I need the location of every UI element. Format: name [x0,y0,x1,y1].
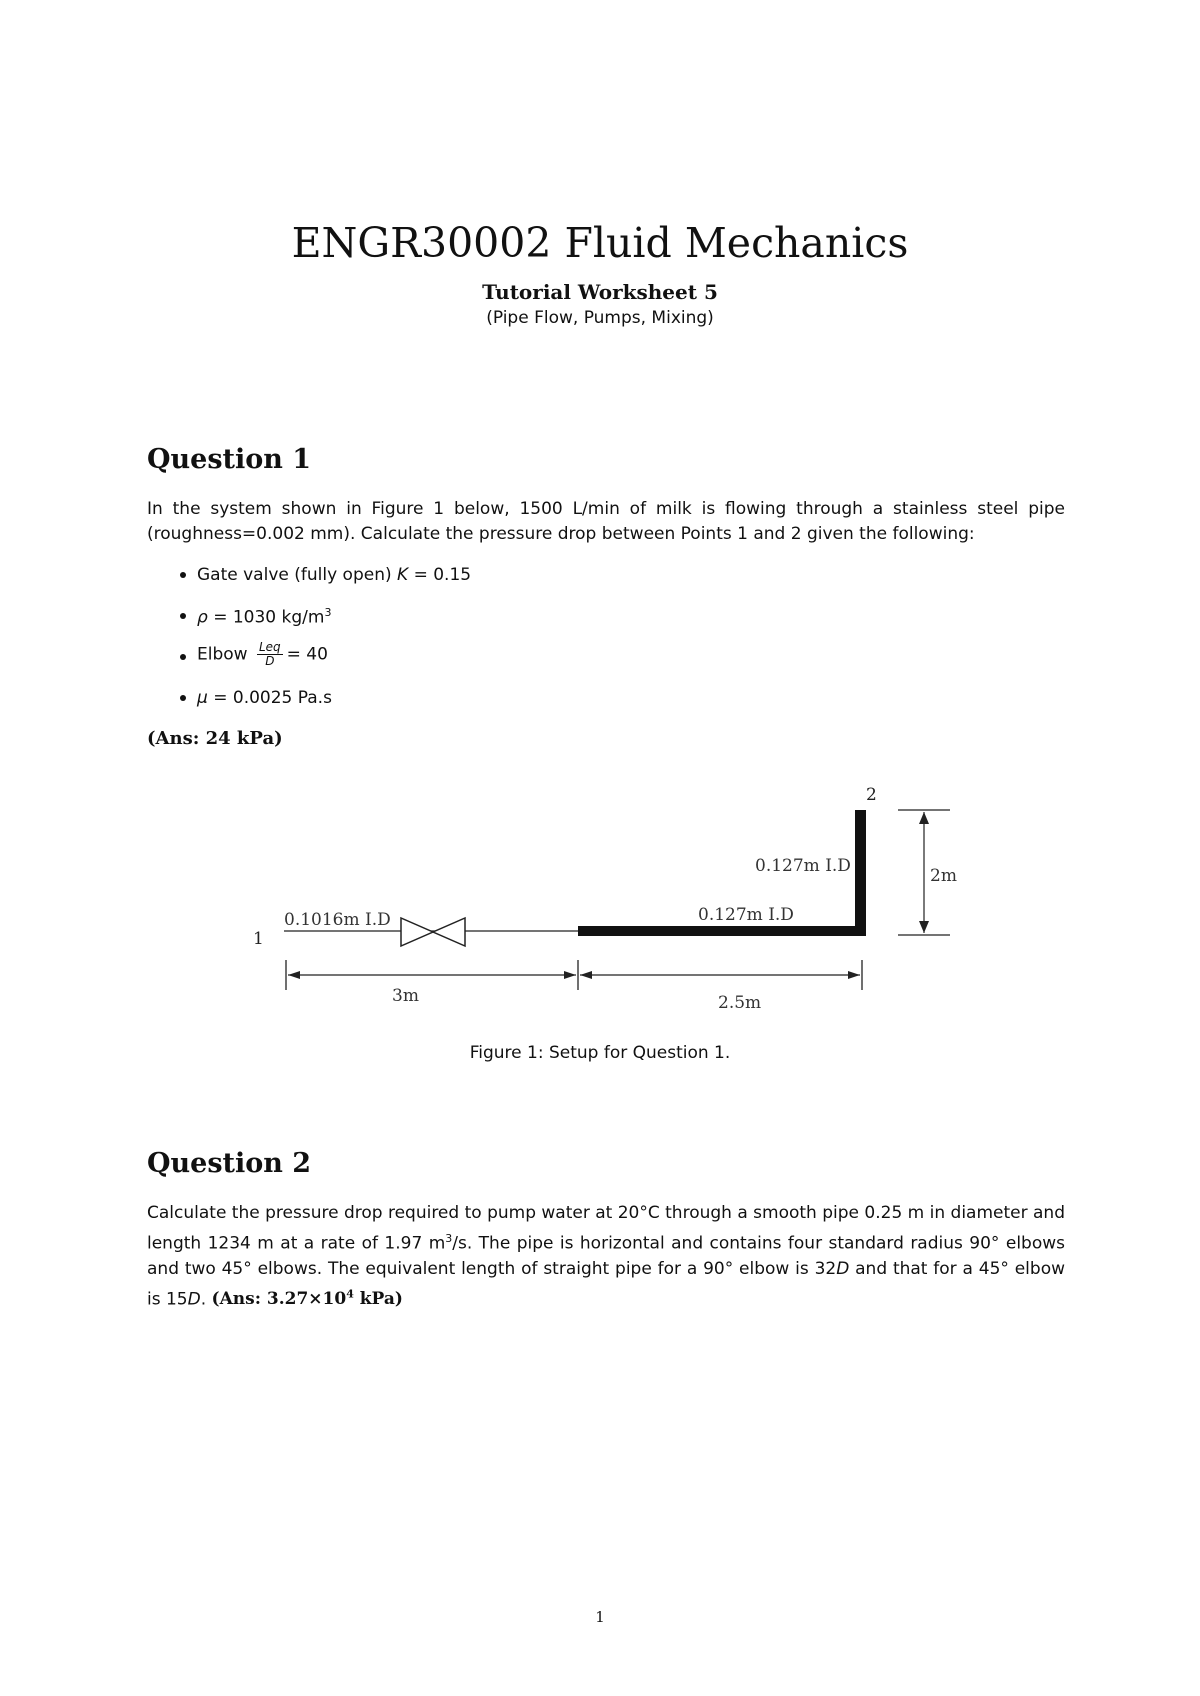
small-pipe-label: 0.1016m I.D [284,910,391,930]
viscosity-value: = 0.0025 Pa.s [207,688,332,708]
q2-diameter-symbol: D [187,1289,201,1310]
arrowhead-left-icon [580,971,592,979]
fraction-numerator: Leq [258,640,281,654]
page-number: 1 [595,1608,605,1626]
height-label: 2m [930,866,957,886]
vertical-pipe-label: 0.127m I.D [755,856,851,876]
fraction-denominator: D [265,654,275,668]
q2-answer-prefix: (Ans: 3.27×10 [211,1289,347,1310]
question-2-heading: Question 2 [147,1148,312,1179]
question-1-text: In the system shown in Figure 1 below, 1500 L/min of milk is flowing through a stainless steel pipe (roughness=0.002 mm). Calculate the pressure drop between Points 1 and 2 given the following: [147,499,1065,544]
question-1-answer: (Ans: 24 kPa) [147,728,283,749]
q2-answer-suffix: kPa) [353,1289,403,1310]
worksheet-topics: (Pipe Flow, Pumps, Mixing) [486,308,714,328]
arrowhead-left-icon [288,971,300,979]
arrowhead-right-icon [564,971,576,979]
q2-diameter-symbol: D [836,1258,850,1279]
leq-over-d-fraction [257,641,283,668]
question-2-answer [212,1289,403,1309]
q2-text-part-4: . [200,1289,212,1310]
q2-answer-exponent: 4 [346,1287,354,1301]
vertical-pipe [855,810,866,936]
pipe-system-figure [0,770,1200,1030]
rho-symbol: ρ [197,607,208,628]
large-pipe-label: 0.127m I.D [698,905,794,925]
k-symbol: K [397,565,409,585]
question-2-text [147,1201,1065,1312]
arrowhead-up-icon [919,812,929,824]
given-elbow [147,641,471,682]
point-1-label: 1 [253,929,264,949]
elbow-label: Elbow [197,644,253,665]
density-value: = 1030 kg/m [207,607,325,628]
question-1-givens [147,565,471,729]
question-1-heading: Question 1 [147,444,312,475]
bullet-dot [180,613,186,619]
length-2-label: 2.5m [718,993,762,1013]
density-exponent: 3 [324,606,332,619]
worksheet-subtitle: Tutorial Worksheet 5 [482,280,718,304]
gate-valve-icon [401,918,465,946]
q2-flow-exponent: 3 [445,1232,453,1245]
point-2-label: 2 [866,785,877,805]
arrowhead-down-icon [919,921,929,933]
figure-1-caption: Figure 1: Setup for Question 1. [469,1043,731,1063]
q2-text-part-2: /s. The pipe is horizontal and contains four standard radius 90° elbows and two 45° elbows. The equivalent length of straight pipe for a 90° elbow is 32 [147,1233,1065,1279]
large-horizontal-pipe [578,926,866,936]
elbow-value: = 40 [286,644,328,665]
mu-symbol: μ [197,688,208,708]
document-title: ENGR30002 Fluid Mechanics [291,219,909,267]
gate-valve-label: Gate valve (fully open) [197,565,398,585]
given-gate-valve [147,565,471,606]
length-1-label: 3m [392,986,419,1006]
arrowhead-right-icon [848,971,860,979]
bullet-dot [180,654,186,660]
given-viscosity [147,688,471,729]
bullet-dot [180,695,186,701]
q2-text-part-3: and that for a 45° elbow is 15 [147,1258,1065,1310]
gate-valve-value: = 0.15 [408,565,472,585]
q2-text-part-1: Calculate the pressure drop required to pump water at 20°C through a smooth pipe 0.25 m in diameter and length 1234 m at a rate of 1.97 m [147,1203,1065,1254]
bullet-dot [180,572,186,578]
